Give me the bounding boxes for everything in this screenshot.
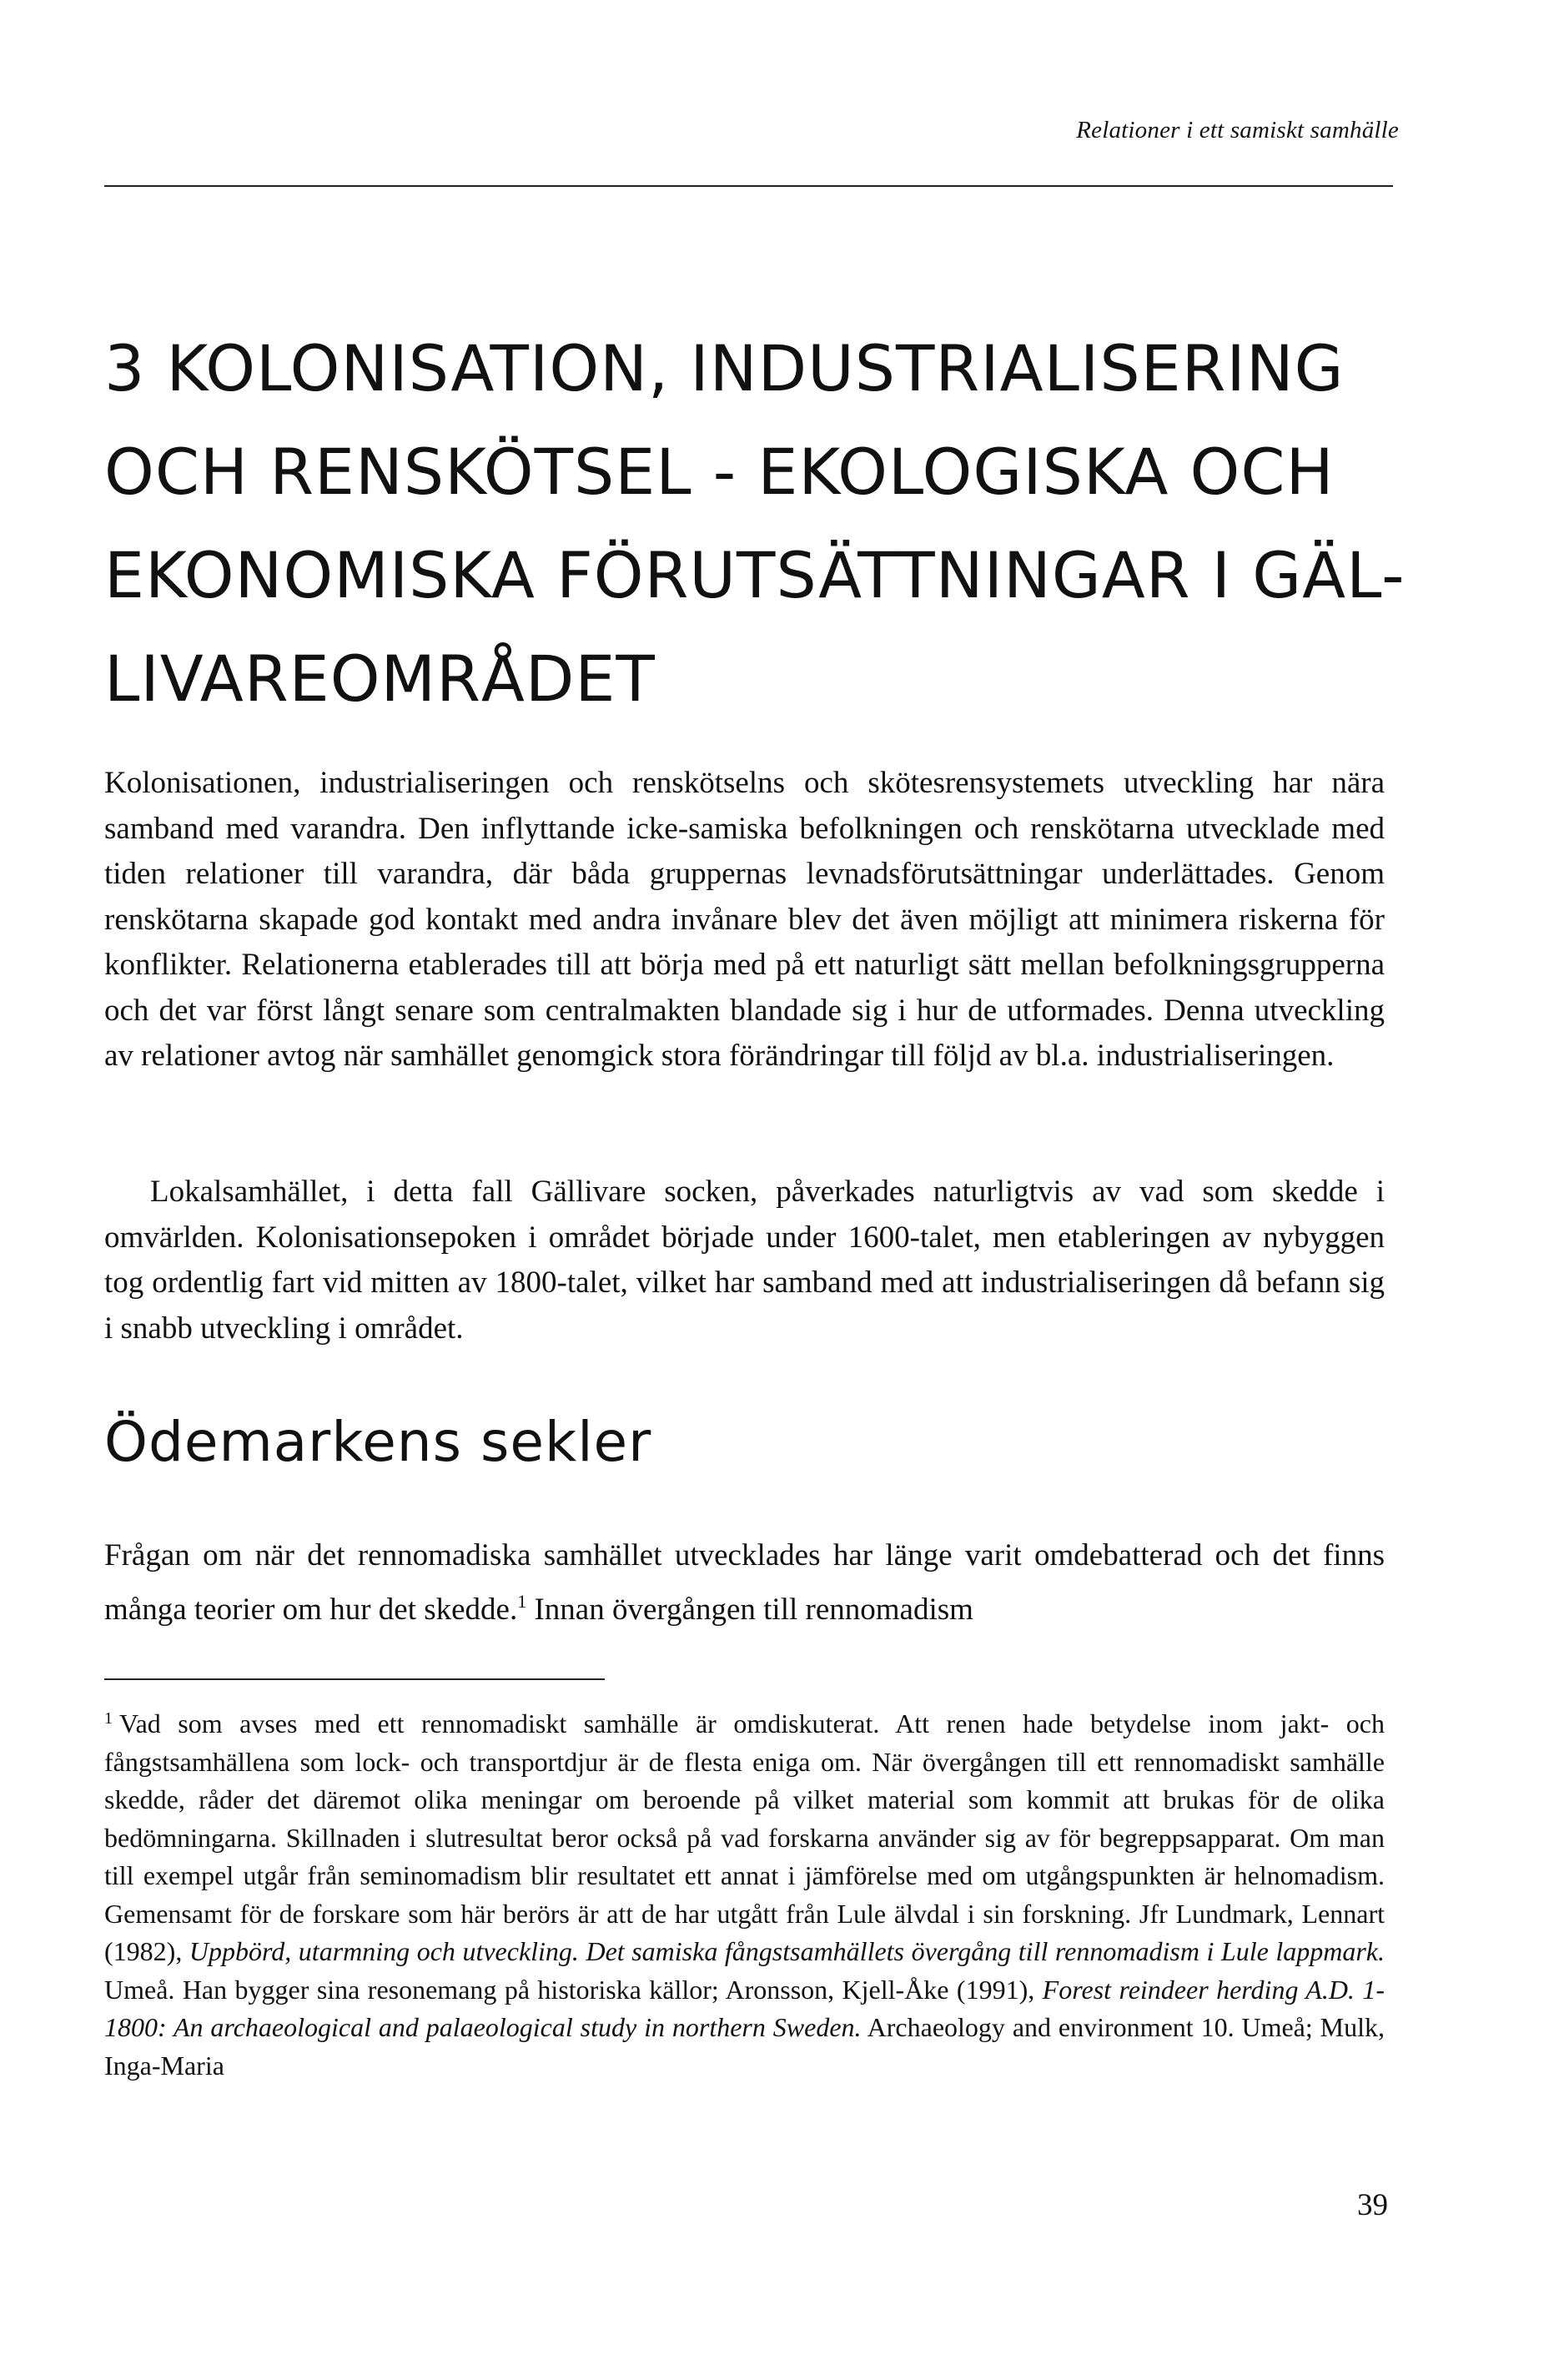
body-paragraph-2: Lokalsamhället, i detta fall Gällivare socken, påverkades naturligtvis av vad som skedde i omvärlden. Kolonisationsepoken i området började under 1600-talet, men etableringen av nybyggen tog ordentlig fart vid mitten av 1800-talet, vilket har samband med att industrialiseringen då befann sig i snabb utveckling i området. bbox=[104, 1175, 1385, 1346]
footnote-1 bbox=[104, 1700, 1385, 2085]
section-paragraph-text: Frågan om när det rennomadiska samhället utvecklades har länge varit omdebatterad och det finns många teorier om hur det skedde. bbox=[104, 1538, 1385, 1627]
running-header: Relationer i ett samiskt samhälle bbox=[1076, 117, 1399, 143]
footnote-rule bbox=[104, 1678, 605, 1680]
section-paragraph-continuation: Innan övergången till rennomadism bbox=[526, 1592, 973, 1627]
body-paragraph-1: Kolonisationen, industrialiseringen och renskötselns och skötesrensystemets utveckling har nära samband med varandra. Den inflyttande icke-samiska befolkningen och renskötarna utvecklade med tiden relationer till varandra, där båda gruppernas levnadsförutsättningar underlättades. Genom renskötarna skapade god kontakt med andra invånare blev det även möjligt att minimera riskerna för konflikter. Relationerna etablerades till att börja med på ett naturligt sätt mellan befolkningsgrupperna och det var först långt senare som centralmakten blandade sig i hur de utformades. Denna utveckling av relationer avtog när samhället genomgick stora förändringar till följd av bl.a. industrialiseringen. bbox=[104, 766, 1385, 1073]
footnote-title-1: Uppbörd, utarmning och utveckling. Det samiska fångstsamhällets övergång till rennomadism i Lule lappmark. bbox=[189, 1936, 1385, 1966]
footnote-text-2: Umeå. Han bygger sina resonemang på historiska källor; Aronsson, Kjell-Åke (1991), bbox=[104, 1974, 1043, 2005]
chapter-title bbox=[104, 317, 1439, 731]
chapter-title-line-4: LIVAREOMRÅDET bbox=[104, 642, 656, 716]
footnote-title-2: Forest reindeer herding A.D. 1-1800: An archaeological and palaeological study in northern Sweden. bbox=[104, 1974, 1385, 2042]
page-number: 39 bbox=[1357, 2188, 1388, 2222]
footnote-text-1: Vad som avses med ett rennomadiskt samhälle är omdiskuterat. Att renen hade betydelse inom jakt- och fångstsamhällena som lock- och transportdjur är de flesta eniga om. När övergången till ett rennomadiskt samhälle skedde, råder det däremot olika meningar om beroende på vilket material som kommit att brukas för de olika bedömningarna. Skillnaden i slutresultat beror också på vad forskarna använder sig av för begreppsapparat. Om man till exempel utgår från seminomadism blir resultatet ett annat i jämförelse med om utgångspunkten är helnomadism. Gemensamt för de forskare som här berörs är att de har utgått från Lule älvdal i sin forskning. Jfr Lundmark, Lennart (1982), bbox=[104, 1708, 1385, 1966]
footnote-mark: 1 bbox=[104, 1709, 113, 1728]
chapter-title-line-3: EKONOMISKA FÖRUTSÄTTNINGAR I GÄL- bbox=[104, 538, 1406, 612]
chapter-title-line-2: OCH RENSKÖTSEL - EKOLOGISKA OCH bbox=[104, 435, 1335, 509]
footnote-reference: 1 bbox=[517, 1590, 527, 1612]
chapter-title-line-1: 3 KOLONISATION, INDUSTRIALISERING bbox=[104, 331, 1345, 405]
section-paragraph bbox=[104, 1533, 1385, 1633]
footnote-text-3: Archaeology and environment 10. Umeå; Mulk, Inga-Maria bbox=[104, 2012, 1385, 2081]
section-heading: Ödemarkens sekler bbox=[104, 1410, 652, 1474]
header-rule bbox=[104, 185, 1393, 187]
